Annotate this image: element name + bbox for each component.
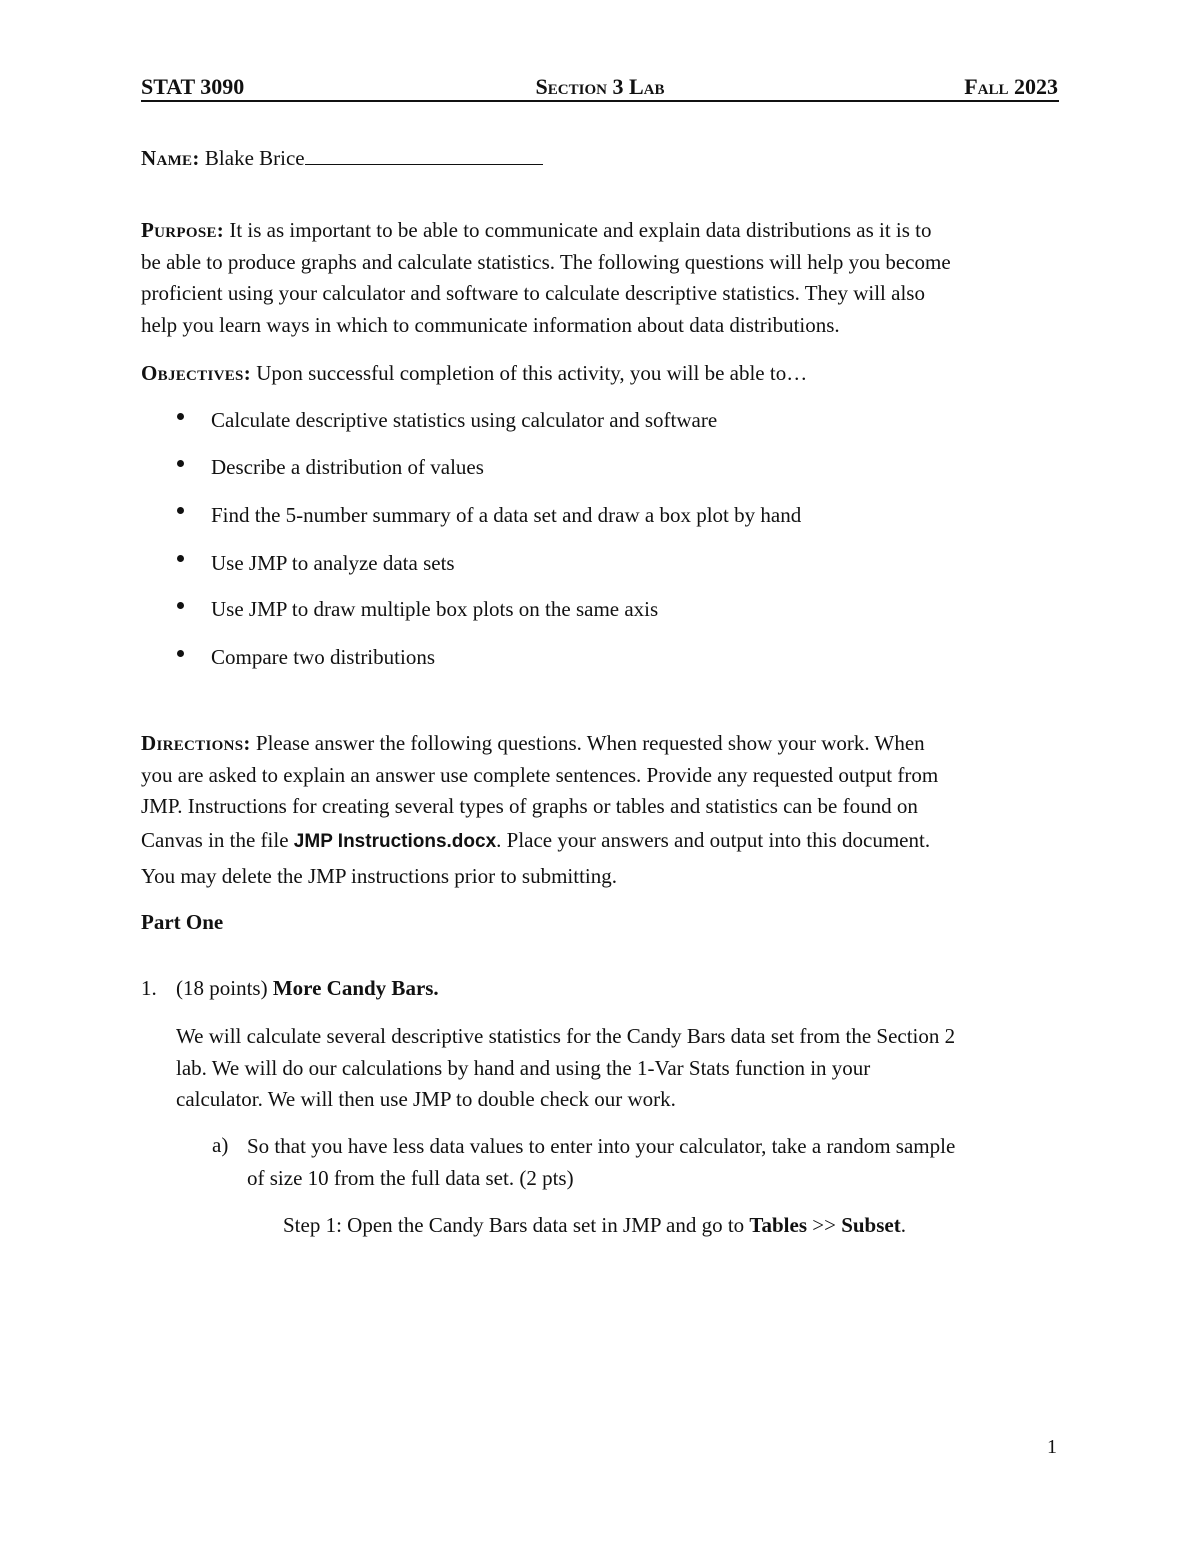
objective-item: Calculate descriptive statistics using calculator and software [211, 408, 718, 432]
purpose-label: Purpose: [141, 218, 225, 242]
step-1-instruction [283, 1213, 906, 1238]
step-1-end: . [900, 1213, 906, 1237]
header-course: STAT 3090 [141, 74, 245, 99]
directions-line-5: You may delete the JMP instructions prior to submitting. [141, 864, 617, 889]
directions-line-2: you are asked to explain an answer use complete sentences. Provide any requested output from [141, 762, 939, 787]
objective-item: Use JMP to analyze data sets [211, 551, 455, 575]
menu-separator: >> [807, 1213, 842, 1237]
question-1-intro [176, 1021, 1056, 1116]
part-a-label: a) [212, 1133, 229, 1157]
bullet-icon [177, 413, 184, 420]
objective-item: Find the 5-number summary of a data set and draw a box plot by hand [211, 503, 802, 527]
question-1-intro-line: lab. We will do our calculations by hand and using the 1-Var Stats function in your [176, 1055, 871, 1080]
question-1-points: (18 points) [176, 976, 268, 1000]
objectives-row [141, 361, 807, 386]
question-1-intro-line: We will calculate several descriptive statistics for the Candy Bars data set from the Section 2 [176, 1024, 956, 1048]
purpose-line-1: It is as important to be able to communicate and explain data distributions as it is to [229, 218, 932, 242]
step-1-text: Step 1: Open the Candy Bars data set in JMP and go to [283, 1213, 750, 1237]
directions-line-3: JMP. Instructions for creating several types of graphs or tables and statistics can be found on [141, 794, 918, 819]
objectives-label: Objectives: [141, 361, 251, 385]
instructions-file-name: JMP Instructions.docx [293, 831, 497, 853]
name-row [141, 145, 543, 171]
objective-item: Describe a distribution of values [211, 455, 484, 479]
part-a-line: of size 10 from the full data set. (2 pts) [247, 1165, 574, 1190]
header-section: Section 3 Lab [535, 74, 665, 99]
bullet-icon [177, 650, 184, 657]
part-a-line: So that you have less data values to enter into your calculator, take a random sample [247, 1134, 956, 1158]
directions-line-4-post: . Place your answers and output into this document. [496, 828, 931, 853]
name-underline [305, 145, 543, 165]
part-one-heading: Part One [141, 910, 224, 934]
question-1-intro-line: calculator. We will then use JMP to double check our work. [176, 1087, 676, 1112]
purpose-paragraph [141, 215, 1061, 342]
directions-line-4-pre: Canvas in the file [141, 828, 294, 853]
name-value: Blake Brice [204, 146, 305, 170]
directions-paragraph [141, 728, 1061, 893]
objective-item: Compare two distributions [211, 645, 435, 669]
menu-subset: Subset [841, 1213, 901, 1237]
question-1-number: 1. [141, 976, 157, 1000]
objective-item: Use JMP to draw multiple box plots on the same axis [211, 597, 659, 621]
question-1-heading [176, 976, 439, 1001]
menu-tables: Tables [749, 1213, 808, 1237]
part-a-text [247, 1131, 1057, 1194]
bullet-icon [177, 460, 184, 467]
directions-label: Directions: [141, 731, 251, 755]
bullet-icon [177, 555, 184, 562]
bullet-icon [177, 602, 184, 609]
page-number: 1 [1047, 1436, 1057, 1458]
header-term: Fall 2023 [964, 74, 1058, 99]
purpose-line-3: proficient using your calculator and software to calculate descriptive statistics. They will also [141, 281, 925, 306]
bullet-icon [177, 507, 184, 514]
purpose-line-2: be able to produce graphs and calculate statistics. The following questions will help you become [141, 249, 951, 274]
directions-line-1: Please answer the following questions. When requested show your work. When [255, 731, 925, 755]
header-rule [141, 100, 1059, 102]
purpose-line-4: help you learn ways in which to communicate information about data distributions. [141, 313, 840, 338]
objectives-intro: Upon successful completion of this activity, you will be able to… [256, 361, 808, 385]
question-1-title: More Candy Bars. [272, 976, 439, 1000]
name-label: Name: [141, 146, 200, 170]
